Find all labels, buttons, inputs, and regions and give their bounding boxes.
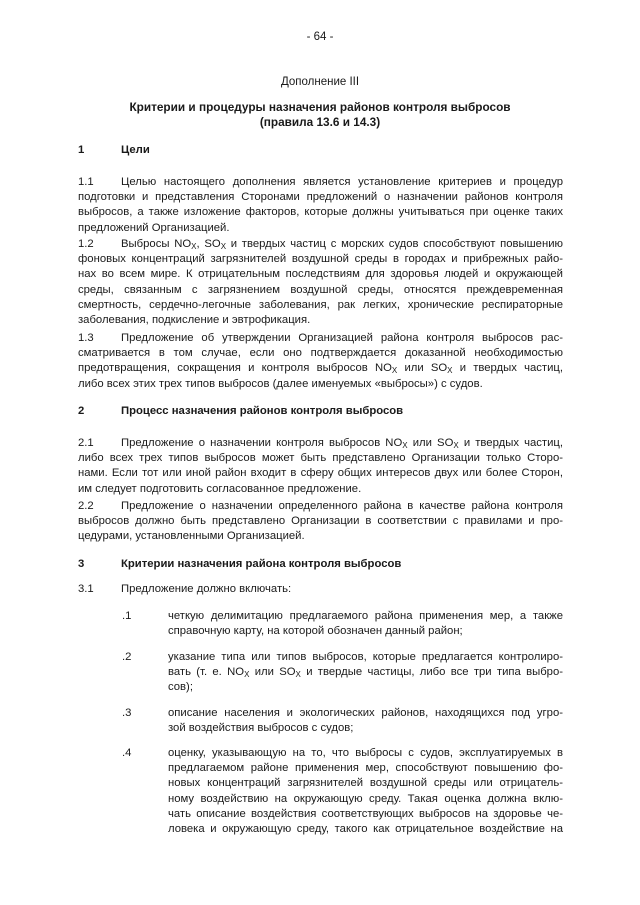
- paragraph-number: 1.3: [78, 332, 94, 344]
- item-line: ному воздействию на окружающую среду. Такая оценка должна вклю-: [168, 792, 563, 805]
- paragraph-1-2: [78, 237, 563, 328]
- item-line: описание населения и экологических районов, находящихся под угро-: [168, 707, 563, 719]
- item-line: предлагаемом районе применения мер, способствуют повышению фо-: [168, 762, 563, 775]
- paragraph-line: Предложение о назначении определенного района в качестве района контроля: [121, 500, 563, 512]
- paragraph-number: 2.2: [78, 500, 94, 512]
- subscript-x: X: [220, 242, 227, 251]
- item-line: четкую делимитацию предлагаемого района применения мер, а также: [168, 610, 563, 622]
- paragraph-2-2: [78, 499, 563, 545]
- paragraph-line: им следует подготовить согласованное предложение.: [78, 482, 362, 495]
- item-line: ловека и окружающую среду, такого как отрицательное воздействие на: [168, 823, 563, 836]
- document-title: [0, 100, 640, 130]
- paragraph-line: выбросов, а также изложение факторов, которые должны учитываться при оценке таких: [78, 206, 563, 219]
- paragraph-line: среды, связанным с загрязнением воздушной среды, относятся преждевременная: [78, 283, 563, 296]
- paragraph-line: либо всех трех типов выбросов может быть представлено Организации только Сторо-: [78, 452, 563, 465]
- paragraph-line: либо всех этих трех типов выбросов (далее именуемых «выбросы») с судов.: [78, 377, 483, 390]
- text-run: , SO: [196, 238, 221, 250]
- paragraph-line: сматривается в том случае, если оно подтверждается доказанной необходимостью: [78, 347, 563, 360]
- paragraph-line: фоновых концентраций загрязнителей воздушной среды в городах и прибрежных райо-: [78, 253, 563, 266]
- paragraph-line: смертность, сердечно-легочные заболевания, рак легких, хронические респираторные: [78, 298, 563, 311]
- paragraph-line: заболевания, подкисление и эвтрофикация.: [78, 314, 311, 327]
- item-line: сов);: [168, 681, 193, 694]
- paragraph-2-1: [78, 436, 563, 497]
- paragraph-line: цедурами, установленными Организацией.: [78, 530, 305, 543]
- paragraph-line: Целью настоящего дополнения является установление критериев и процедур: [121, 176, 563, 188]
- subscript-x: X: [453, 441, 459, 450]
- subscript-x: X: [191, 242, 197, 251]
- section-number: 2: [78, 405, 85, 417]
- section-title: Критерии назначения района контроля выбросов: [121, 558, 402, 570]
- section-title: Процесс назначения районов контроля выбросов: [121, 405, 404, 417]
- paragraph-3-1: [78, 582, 563, 597]
- section-number: 1: [78, 144, 85, 156]
- item-number: .2: [122, 651, 132, 663]
- paragraph-line: предложений Организацией.: [78, 221, 230, 234]
- text-run: и твердых частиц с морских судов способствуют повышению: [226, 238, 563, 250]
- item-line: справочную карту, на которой обозначен данный район;: [168, 625, 463, 638]
- paragraph-line: нах во всем мире. К отрицательным последствиям для здоровья людей и окружающей: [78, 268, 563, 281]
- item-line: новых концентраций загрязнителей воздушной среды или отрицатель-: [168, 777, 563, 790]
- text-run: и твердых частиц,: [452, 362, 563, 375]
- item-line: указание типа или типов выбросов, которые предлагается контролиро-: [168, 651, 563, 663]
- subscript-x: X: [391, 366, 398, 376]
- paragraph-line: подготовки и представления Сторонами предложений о назначении районов контроля: [78, 191, 563, 204]
- subscript-x: X: [402, 441, 408, 450]
- text-run: или SO: [397, 362, 448, 375]
- text-run: и твердых частиц,: [458, 437, 563, 449]
- annex-title: Дополнение III: [280, 76, 360, 88]
- paragraph-1-3: [78, 331, 563, 392]
- text-run: или SO: [407, 437, 454, 449]
- page-number: - 64 -: [306, 31, 334, 43]
- document-title-line-1: Критерии и процедуры назначения районов контроля выбросов: [129, 100, 511, 114]
- text-run: предотвращения, сокращения и контроля выбросов NO: [78, 362, 392, 375]
- text-run: Выбросы NO: [121, 238, 192, 250]
- item-number: .3: [122, 707, 132, 719]
- text-run: и твердые частицы, либо все три типа выбро-: [300, 666, 563, 679]
- paragraph-line: нами. Если тот или иной район входит в сферу общих интересов двух или более Сторон,: [78, 467, 563, 480]
- paragraph-number: 1.1: [78, 176, 94, 188]
- section-title: Цели: [121, 144, 150, 156]
- paragraph-line: Предложение должно включать:: [121, 583, 292, 595]
- paragraph-number: 1.2: [78, 238, 94, 250]
- item-number: .1: [122, 610, 132, 622]
- text-run: или SO: [249, 666, 296, 679]
- text-run: Предложение о назначении контроля выбросов NO: [121, 437, 403, 449]
- subscript-x: X: [447, 366, 453, 376]
- paragraph-1-1: [78, 175, 563, 236]
- section-number: 3: [78, 558, 85, 570]
- subscript-x: X: [295, 670, 301, 680]
- item-line: оценку, указывающую на то, что выбросы с судов, эксплуатируемых в: [168, 747, 563, 759]
- subscript-x: X: [244, 670, 250, 680]
- paragraph-number: 3.1: [78, 583, 94, 595]
- item-line: зой воздействия выбросов с судов;: [168, 722, 354, 735]
- paragraph-line: Предложение об утверждении Организацией района контроля выбросов рас-: [121, 332, 563, 344]
- item-line: чать описание воздействия соответствующих выбросов на здоровье че-: [168, 807, 563, 820]
- paragraph-line: выбросов должно быть представлено Организации в соответствии с правилами и про-: [78, 515, 563, 528]
- text-run: вать (т. е. NO: [168, 666, 245, 679]
- document-title-line-2: (правила 13.6 и 14.3): [259, 115, 381, 129]
- item-number: .4: [122, 747, 132, 759]
- paragraph-number: 2.1: [78, 437, 94, 449]
